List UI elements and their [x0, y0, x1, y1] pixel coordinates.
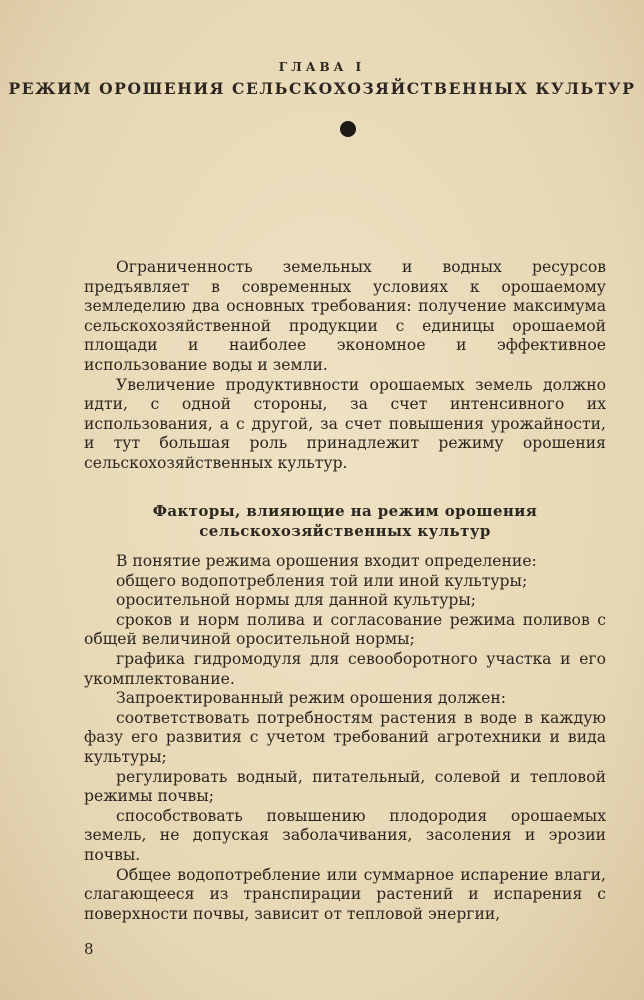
- section-text: [84, 552, 606, 924]
- chapter-label: ГЛАВА I: [278, 60, 366, 74]
- intro-text: [84, 258, 606, 474]
- paragraph: способствовать повышению плодородия орошаемых земель, не допуская заболачивания, засоления и эрозии почвы.: [84, 806, 606, 864]
- paragraph: сроков и норм полива и согласование режима поливов с общей величиной оросительной нормы;: [84, 610, 606, 649]
- paragraph: соответствовать потребностям растения в воде в каждую фазу его развития с учетом требований агротехники и вида культуры;: [84, 708, 606, 766]
- page-number: 8: [84, 940, 94, 958]
- paragraph: Ограниченность земельных и водных ресурсов предъявляет в современных условиях к орошаемому земледелию два основных требования: получение максимума сельскохозяйственной продукции с единицы орошаемой площади и наиболее экономное и эффективное использование воды и земли.: [84, 258, 606, 374]
- paragraph: Общее водопотребление или суммарное испарение влаги, слагающееся из транспирации растений и испарения с поверхности почвы, зависит от тепловой энергии,: [84, 865, 606, 923]
- ornament-dot: [340, 121, 356, 137]
- paragraph: Увеличение продуктивности орошаемых земель должно идти, с одной стороны, за счет интенсивного их использования, а с другой, за счет повышения урожайности, и тут большая роль принадлежит режиму орошения сельскохозяйственных культур.: [84, 375, 606, 472]
- paragraph: оросительной нормы для данной культуры;: [116, 591, 477, 610]
- paragraph: графика гидромодуля для севооборотного участка и его укомплектование.: [84, 649, 606, 688]
- paragraph: общего водопотребления той или иной культуры;: [116, 571, 528, 590]
- paragraph: Запроектированный режим орошения должен:: [116, 689, 506, 708]
- section-heading-line: Факторы, влияющие на режим орошения: [152, 502, 538, 520]
- chapter-title: РЕЖИМ ОРОШЕНИЯ СЕЛЬСКОХОЗЯЙСТВЕННЫХ КУЛЬТУР: [8, 79, 636, 98]
- section-heading: [84, 501, 606, 541]
- paragraph: регулировать водный, питательный, солевой и тепловой режимы почвы;: [84, 767, 606, 806]
- section-heading-line: сельскохозяйственных культур: [199, 522, 491, 540]
- paragraph: В понятие режима орошения входит определение:: [116, 552, 537, 570]
